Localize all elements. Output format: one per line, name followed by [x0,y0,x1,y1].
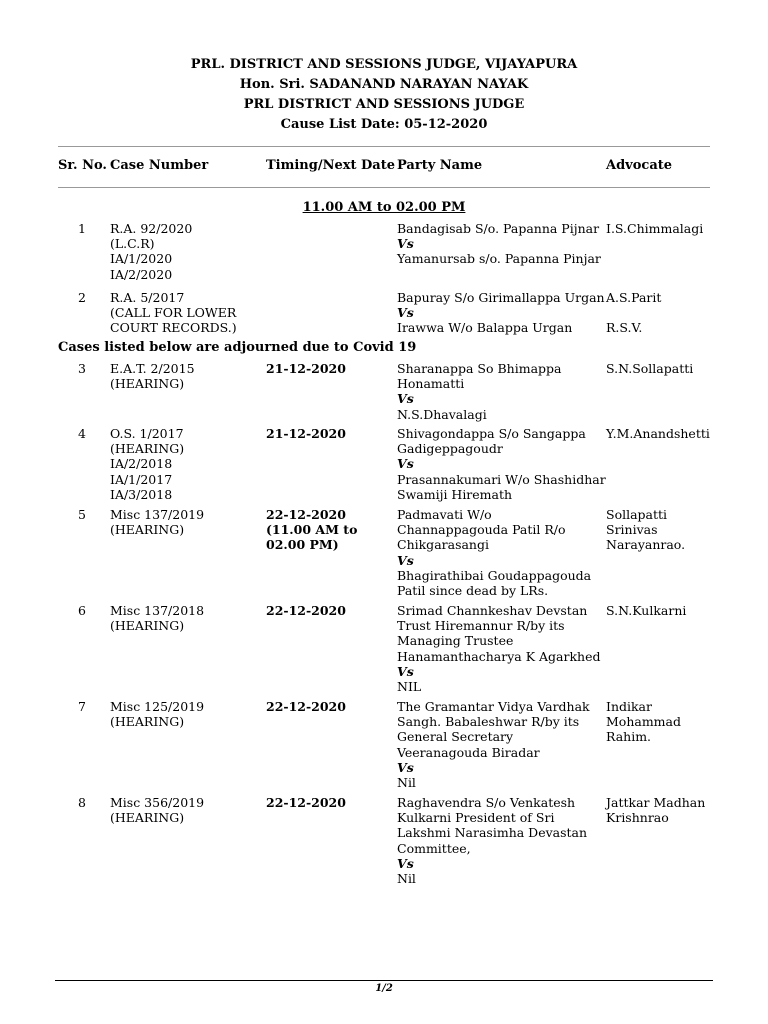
row-party-name [397,361,561,422]
row-advocate-line: Krishnrao [606,810,669,826]
row-case-number [110,221,192,282]
petitioner-line: Kulkarni President of Sri [397,810,555,826]
col-header-sr: Sr. No. [58,158,107,173]
row-party-name [397,426,606,502]
row-advocate-line: Y.M.Anandshetti [606,426,710,441]
petitioner-line: Bapuray S/o Girimallappa Urgan [397,290,605,305]
row-sr-no: 8 [78,795,86,810]
versus-label: Vs [397,552,414,568]
row-advocate [606,507,685,553]
row-party-name [397,795,587,886]
row-case-number [110,426,184,502]
row-case-number [110,507,204,537]
respondent-line: Swamiji Hiremath [397,486,513,502]
row-case-number-line: (HEARING) [110,714,185,730]
respondent-line: Irawwa W/o Balappa Urgan [397,320,573,336]
petitioner-line: Hanamanthacharya K Agarkhed [397,648,601,664]
row-advocate [606,795,705,825]
row-party-name [397,699,590,790]
respondent-line: Bhagirathibai Goudappagouda [397,567,592,583]
petitioner-line: Bandagisab S/o. Papanna Pijnar [397,221,600,236]
col-header-party: Party Name [397,158,483,173]
cause-list-date: Cause List Date: 05-12-2020 [280,117,488,132]
row-case-number-line: (HEARING) [110,618,185,634]
row-case-number [110,361,195,391]
row-timing [266,507,357,553]
row-timing-line: (11.00 AM to [266,522,358,538]
covid-adjournment-note: Cases listed below are adjourned due to Covid 19 [58,340,417,355]
row-advocate-line: Indikar [606,699,652,714]
col-header-timing: Timing/Next Date [266,158,396,173]
row-case-number-line: (HEARING) [110,441,185,457]
respondent-line: NIL [397,679,422,695]
row-advocate-respondent-line: R.S.V. [606,320,643,336]
row-timing [266,426,346,441]
row-case-number-line: R.A. 92/2020 [110,221,193,236]
petitioner-line: Committee, [397,840,471,856]
row-case-number-line: IA/1/2017 [110,471,173,487]
petitioner-line: Veeranagouda Biradar [397,744,540,760]
row-case-number-line: IA/2/2018 [110,456,173,472]
petitioner-line: Gadigeppagoudr [397,441,503,457]
row-advocate-line: Rahim. [606,729,652,745]
row-timing-line: 22-12-2020 [266,795,346,810]
row-sr-no: 3 [78,361,86,376]
row-case-number-line: (HEARING) [110,376,185,392]
row-timing-line: 21-12-2020 [266,426,346,441]
row-timing-line: 22-12-2020 [266,699,346,714]
header-top-rule [58,146,710,147]
row-case-number-line: O.S. 1/2017 [110,426,184,441]
row-timing-line: 02.00 PM) [266,537,339,553]
respondent-line: Patil since dead by LRs. [397,583,549,599]
versus-label: Vs [397,855,414,871]
row-timing [266,603,346,618]
petitioner-line: Shivagondappa S/o Sangappa [397,426,586,441]
petitioner-line: Raghavendra S/o Venkatesh [397,795,576,810]
respondent-line: Yamanursab s/o. Papanna Pinjar [397,251,601,267]
row-case-number-line: Misc 137/2019 [110,507,205,522]
petitioner-line: The Gramantar Vidya Vardhak [397,699,590,714]
row-advocate-line: S.N.Kulkarni [606,603,687,618]
row-party-name [397,221,601,267]
col-header-advocate: Advocate [606,158,673,173]
petitioner-line: Trust Hiremannur R/by its [397,618,565,634]
row-case-number [110,603,204,633]
row-advocate [606,361,693,376]
row-sr-no: 7 [78,699,86,714]
row-case-number-line: (HEARING) [110,810,185,826]
petitioner-line: Chikgarasangi [397,537,489,553]
court-title: PRL. DISTRICT AND SESSIONS JUDGE, VIJAYAPURA [190,57,578,72]
row-case-number-line: (L.C.R) [110,236,155,252]
petitioner-line: Padmavati W/o [397,507,492,522]
versus-label: Vs [397,663,414,679]
row-case-number-line: Misc 137/2018 [110,603,205,618]
petitioner-line: Srimad Channkeshav Devstan [397,603,588,618]
row-advocate [606,426,710,441]
row-timing [266,361,346,376]
petitioner-line: Managing Trustee [397,633,514,649]
row-timing-line: 22-12-2020 [266,603,346,618]
row-advocate [606,603,686,618]
row-advocate-line: I.S.Chimmalagi [606,221,704,236]
petitioner-line: Channappagouda Patil R/o [397,522,566,538]
row-party-name [397,507,591,598]
versus-label: Vs [397,236,414,252]
versus-label: Vs [397,456,414,472]
footer-rule [55,980,713,981]
row-case-number-line: E.A.T. 2/2015 [110,361,195,376]
row-party-name [397,603,601,694]
row-advocate-line: S.N.Sollapatti [606,361,694,376]
row-case-number [110,699,204,729]
petitioner-line: Sangh. Babaleshwar R/by its [397,714,580,730]
row-advocate [606,221,703,236]
row-timing-line: 22-12-2020 [266,507,346,522]
row-advocate-line: Sollapatti [606,507,668,522]
row-case-number-line: (HEARING) [110,522,185,538]
row-timing [266,699,346,714]
row-timing-line: 21-12-2020 [266,361,346,376]
row-timing [266,795,346,810]
row-advocate [606,699,681,745]
col-header-case: Case Number [110,158,209,173]
respondent-line: Prasannakumari W/o Shashidhar [397,471,606,487]
row-case-number-line: IA/1/2020 [110,251,173,267]
row-case-number-line: IA/2/2020 [110,266,173,282]
judge-designation: PRL DISTRICT AND SESSIONS JUDGE [243,97,525,112]
row-advocate-line: Srinivas [606,522,658,538]
judge-name: Hon. Sri. SADANAND NARAYAN NAYAK [239,77,529,92]
row-case-number-line: Misc 125/2019 [110,699,205,714]
versus-label: Vs [397,759,414,775]
row-advocate-respondent [606,320,642,335]
row-sr-no: 1 [78,221,86,236]
petitioner-line: Lakshmi Narasimha Devastan [397,825,588,841]
row-advocate-line: Mohammad [606,714,681,730]
row-case-number-line: Misc 356/2019 [110,795,205,810]
versus-label: Vs [397,305,414,321]
page-number: 1/2 [375,983,393,994]
versus-label: Vs [397,391,414,407]
row-advocate [606,290,661,305]
row-case-number-line: COURT RECORDS.) [110,320,237,336]
row-advocate-line: Jattkar Madhan [606,795,706,810]
time-slot-heading: 11.00 AM to 02.00 PM [302,200,466,215]
respondent-line: Nil [397,775,416,791]
row-case-number-line: R.A. 5/2017 [110,290,185,305]
row-case-number [110,290,237,336]
petitioner-line: Sharanappa So Bhimappa [397,361,562,376]
header-bottom-rule [58,187,710,188]
petitioner-line: General Secretary [397,729,514,745]
row-party-name [397,290,605,336]
row-case-number-line: IA/3/2018 [110,486,173,502]
row-advocate-line: A.S.Parit [606,290,662,305]
row-sr-no: 2 [78,290,86,305]
row-advocate-line: Narayanrao. [606,537,686,553]
petitioner-line: Honamatti [397,376,465,392]
row-sr-no: 4 [78,426,86,441]
row-sr-no: 5 [78,507,86,522]
row-case-number [110,795,204,825]
row-case-number-line: (CALL FOR LOWER [110,305,237,321]
respondent-line: Nil [397,871,416,887]
row-sr-no: 6 [78,603,86,618]
respondent-line: N.S.Dhavalagi [397,406,487,422]
